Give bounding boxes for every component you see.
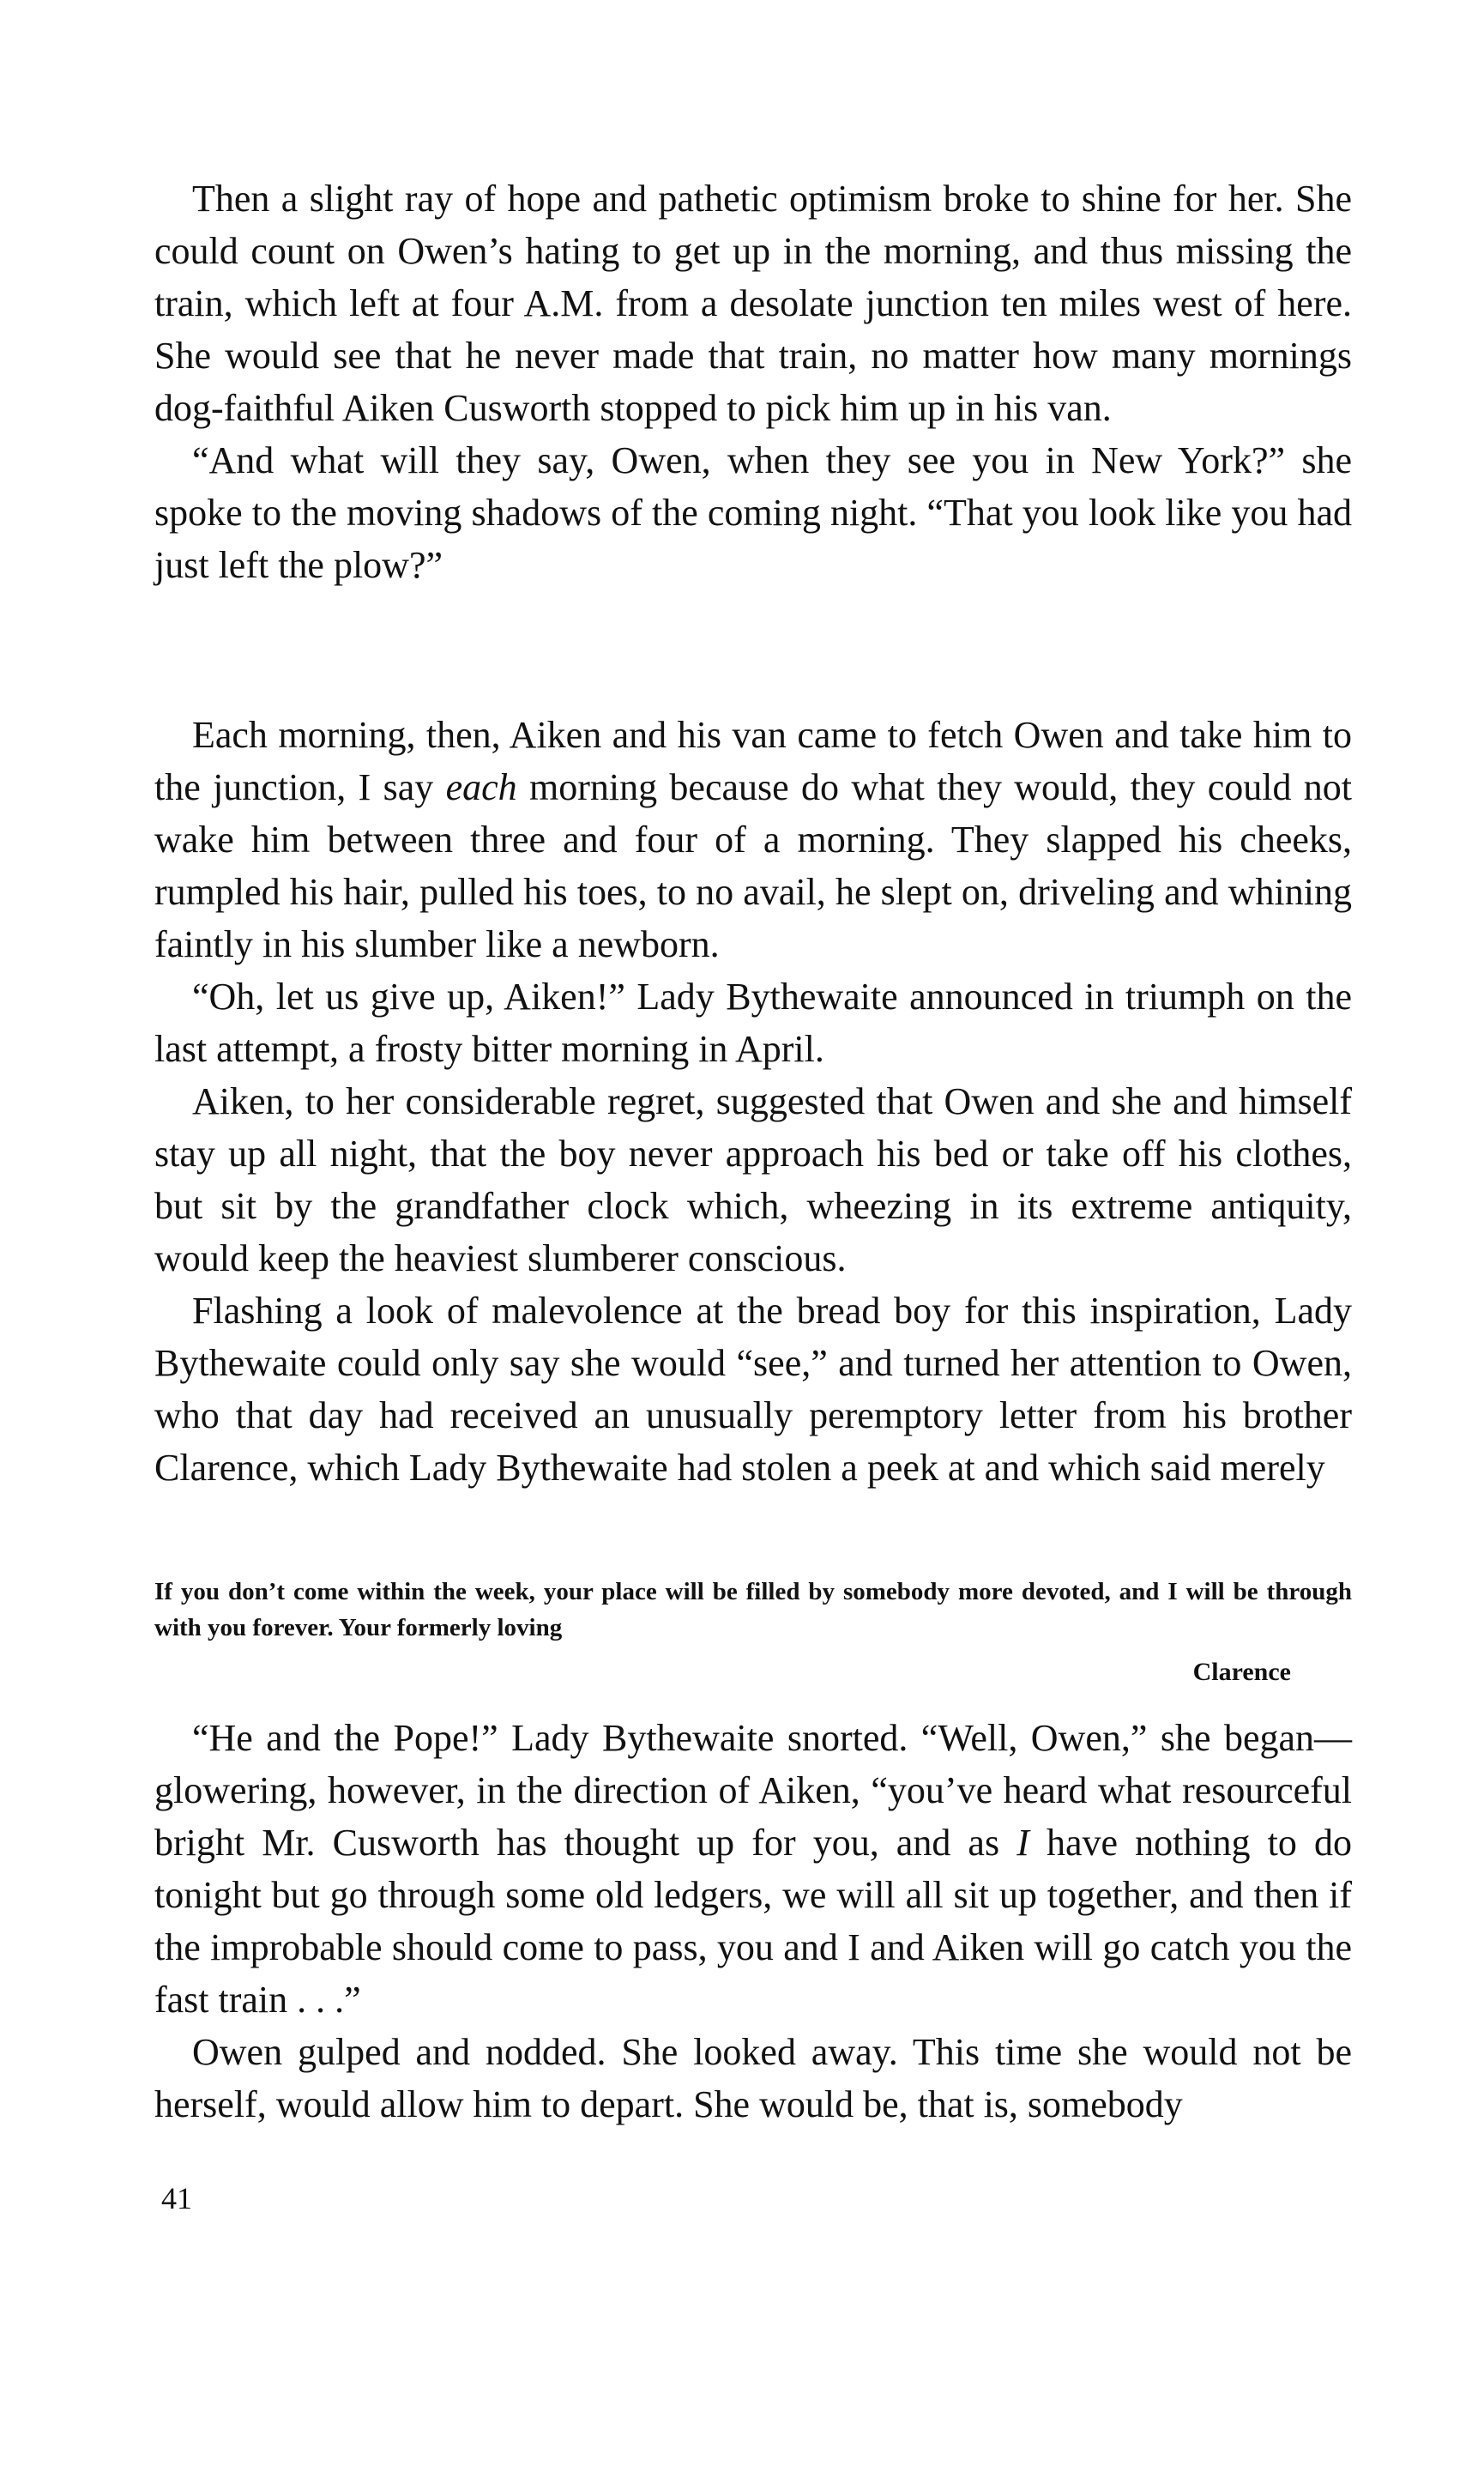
- paragraph-text: morning because do what they would, they could not wake him between three and four of a morning. They slapped his cheeks, rumpled his hair, pulled his toes, to no avail, he slept on, driveling and whining faintly in his slumber like a newborn.: [154, 766, 1352, 965]
- letter-signature: Clarence: [1192, 1658, 1291, 1686]
- paragraph: Aiken, to her considerable regret, suggested that Owen and she and himself stay up all night, that the boy never approach his bed or take off his clothes, but sit by the grandfather clock which, wheezing in its extreme antiquity, would keep the heaviest slumberer conscious.: [154, 1080, 1352, 1279]
- paragraph-text: “He and the Pope!” Lady Bythewaite snorted. “Well, Owen,” she began—glowering, however, in the direction of Aiken, “you’ve heard what resourceful bright Mr. Cusworth has thought up for you, and as: [154, 1717, 1352, 1864]
- text-block-middle: [154, 709, 1352, 1494]
- paragraph-text: Each morning, then, Aiken and his van came to fetch Owen and take him to the junction, I say: [154, 714, 1352, 808]
- letter-quote: [154, 1574, 1352, 1646]
- text-block-opening: [154, 172, 1352, 591]
- paragraph: [154, 709, 1352, 970]
- emphasis-text: each: [445, 766, 517, 808]
- paragraph: Owen gulped and nodded. She looked away. This time she would not be herself, would allow him to depart. She would be, that is, somebody: [154, 2031, 1352, 2125]
- paragraph: “Oh, let us give up, Aiken!” Lady Bythewaite announced in triumph on the last attempt, a frosty bitter morning in April.: [154, 976, 1352, 1070]
- paragraph: Then a slight ray of hope and pathetic optimism broke to shine for her. She could count on Owen’s hating to get up in the morning, and thus missing the train, which left at four A.M. from a desolate junction ten miles west of here. She would see that he never made that train, no matter how many mornings dog-faithful Aiken Cusworth stopped to pick him up in his van.: [154, 178, 1352, 429]
- paragraph-text: have nothing to do tonight but go through some old ledgers, we will all sit up together, and then if the improbable should come to pass, you and I and Aiken will go catch you the fast train . . .”: [154, 1822, 1352, 2021]
- paragraph: “And what will they say, Owen, when they see you in New York?” she spoke to the moving shadows of the coming night. “That you look like you had just left the plow?”: [154, 439, 1352, 586]
- paragraph: Flashing a look of malevolence at the bread boy for this inspiration, Lady Bythewaite could only say she would “see,” and turned her attention to Owen, who that day had received an unusually peremptory letter from his brother Clarence, which Lady Bythewaite had stolen a peek at and which said merely: [154, 1290, 1352, 1489]
- paragraph: [154, 1712, 1352, 2026]
- text-block-closing: [154, 1712, 1352, 2131]
- letter-text: If you don’t come within the week, your place will be filled by somebody more devoted, and I will be through with you forever. Your formerly loving: [154, 1578, 1352, 1641]
- emphasis-text: I: [1016, 1822, 1029, 1864]
- page-number: 41: [161, 2181, 192, 2215]
